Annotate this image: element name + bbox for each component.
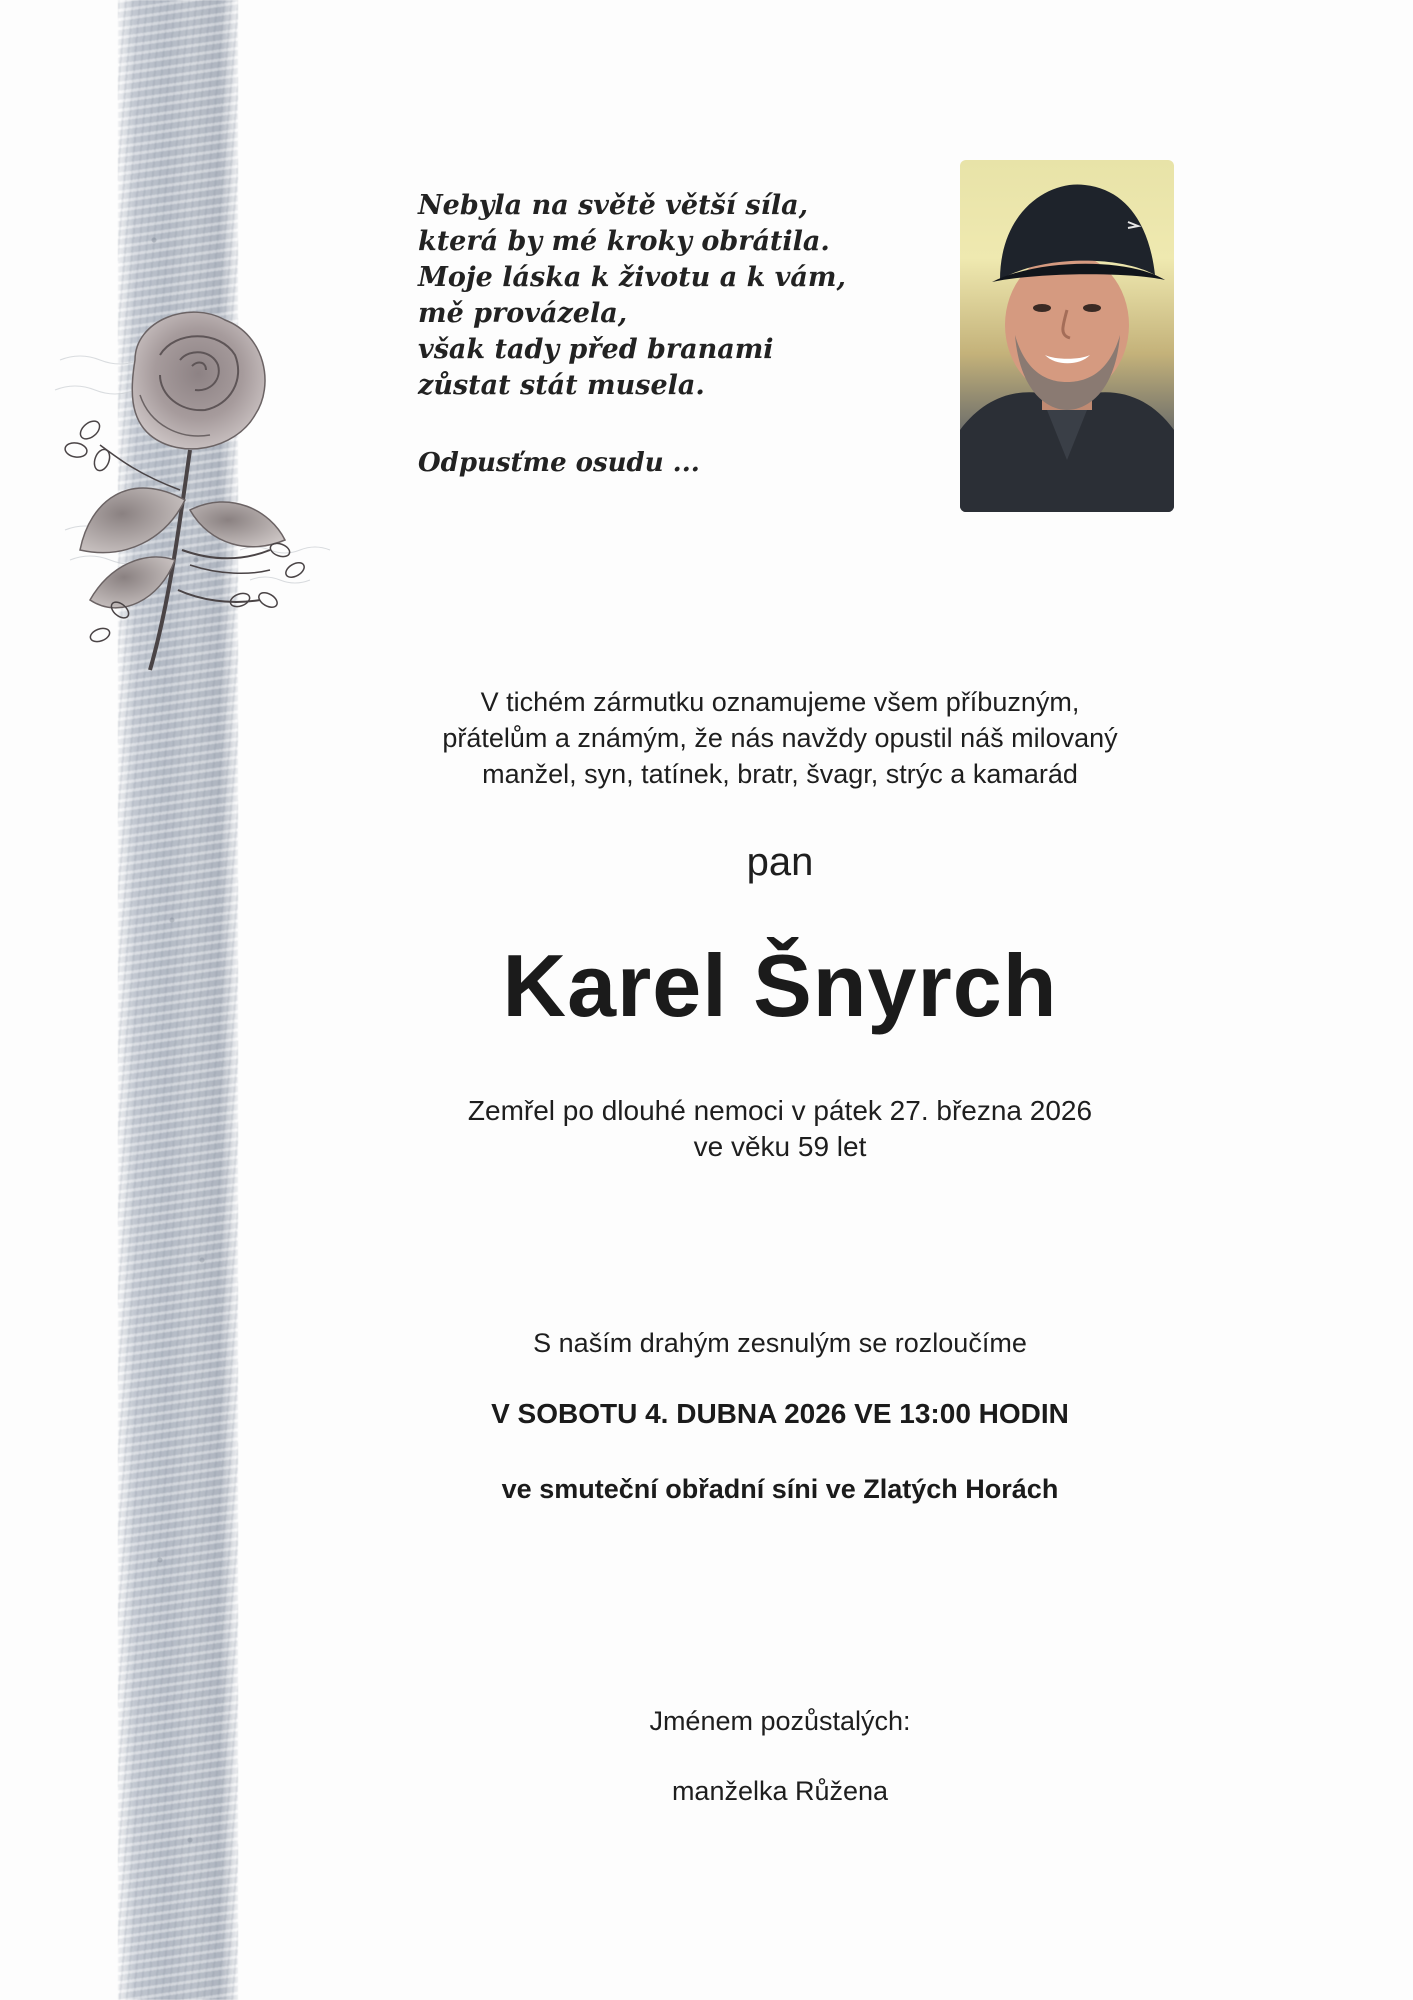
poem-line: mě provázela,	[418, 298, 628, 329]
poem-line: která by mé kroky obrátila.	[418, 226, 830, 257]
memorial-poem	[418, 188, 938, 404]
poem-closing-line: Odpusťme osudu ...	[418, 448, 700, 478]
bereaved-heading: Jménem pozůstalých:	[649, 1706, 911, 1736]
poem-line: však tady před branami	[418, 334, 774, 365]
portrait-illustration	[960, 160, 1174, 512]
announcement-text	[330, 684, 1230, 792]
farewell-place: ve smuteční obřadní síni ve Zlatých Horách	[501, 1474, 1059, 1504]
death-line: Zemřel po dlouhé nemoci v pátek 27. března 2026	[467, 1095, 1093, 1126]
poem-line: Moje láska k životu a k vám,	[418, 262, 846, 293]
rose-decoration-icon	[40, 300, 360, 680]
poem-line: zůstat stát musela.	[418, 370, 705, 401]
farewell-date-time: V SOBOTU 4. DUBNA 2026 VE 13:00 HODIN	[491, 1398, 1069, 1429]
farewell-intro: S naším drahým zesnulým se rozloučíme	[533, 1328, 1027, 1358]
announcement-line: V tichém zármutku oznamujeme všem příbuzným,	[480, 687, 1080, 717]
bereaved-name: manželka Růžena	[671, 1776, 889, 1806]
death-notice	[330, 1093, 1230, 1165]
poem-line: Nebyla na světě větší síla,	[418, 190, 809, 221]
announcement-line: přátelům a známým, že nás navždy opustil náš milovaný	[442, 723, 1118, 753]
honorific: pan	[746, 840, 814, 884]
announcement-line: manžel, syn, tatínek, bratr, švagr, strýc a kamarád	[482, 759, 1078, 789]
portrait-photo	[960, 160, 1174, 512]
deceased-name: Karel Šnyrch	[502, 936, 1058, 1035]
death-line: ve věku 59 let	[693, 1131, 867, 1162]
